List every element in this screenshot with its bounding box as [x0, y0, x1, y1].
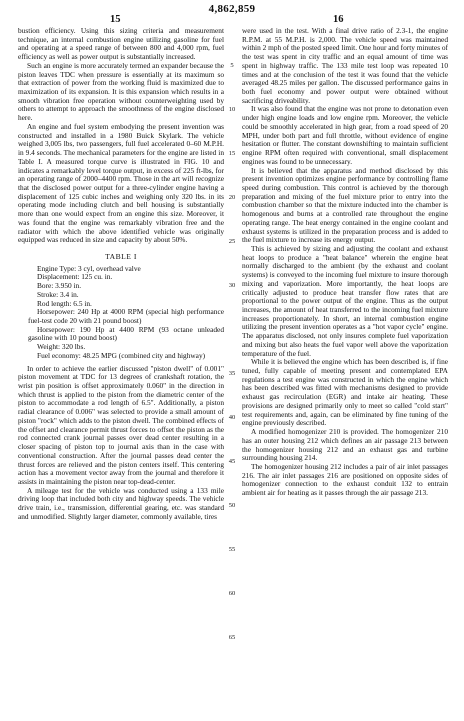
line-number: 60	[228, 590, 236, 597]
table-line: Weight: 320 lbs.	[37, 342, 86, 352]
paragraph: Such an engine is more accurately termed an expander because the piston leaves TDC when pressure is essentially at its maximum so that extraction of power from the working fluid is maximized due to maximization of its expansion. It is this expansion which results in a smooth vibration free operation without counterweighting used by others to attempt to approach the smoothness of the engine disclosed here.	[18, 60, 224, 123]
line-number: 40	[228, 414, 236, 421]
patent-number: 4,862,859	[208, 3, 256, 15]
paragraph: were used in the test. With a final drive ratio of 2.3-1, the engine R.P.M. at 55 M.P.H. is 2,000. The vehicle speed was maintained within 2 mph of the posted speed limit. One hour and forty minutes of the test was spent in city traffic and an equal amount of time was spent in highway traffic. The 133 mile test loop was repeated 10 times and at the conclusion of the test it was found that the vehicle averaged 48.25 miles per gallon. The discussed performance gains in both fuel economy and power output were obtained without sacrificing driveability.	[242, 26, 449, 105]
paragraph: In order to achieve the earlier discussed "piston dwell" of 0.001" piston movement at TDC for 13 degrees of crankshaft rotation, the wrist pin position is offset approximately 0.060" in the direction in which thrust is applied to the piston from the diametric center of the piston to accommodate a rod length of 6.5". Additionally, a piston radial clearance of 0.006" was selected to provide a small amount of piston "rock" which adds to the piston dwell. The combined effects of the offset and clearance permit thrust forces to offset the piston as the rod connected crank journal passes over dead center resulting in a closer spacing of piston top to journal axis than in the case with conventional construction. After the journal passes dead center the thrust forces are relieved and the piston centers itself. This centering action has a movement vector away from the journal and therefore it assists in maintaining the piston near top-dead-center.	[18, 363, 224, 486]
table-line: Bore: 3.950 in.	[37, 281, 82, 291]
line-number: 65	[228, 634, 236, 641]
paragraph: A mileage test for the vehicle was conducted using a 133 mile driving loop that included both city and highway speeds. The vehicle drive train, i.e., transmission, differential gearing, etc. was standard and unmodified. Slightly larger diameter, commonly available, tires	[18, 485, 224, 521]
table-line: Engine Type: 3 cyl, overhead valve	[37, 263, 141, 273]
line-number: 5	[230, 62, 234, 69]
table-title: TABLE I	[105, 251, 137, 261]
line-number: 35	[228, 370, 236, 377]
line-number: 25	[228, 238, 236, 245]
line-number: 30	[228, 282, 236, 289]
left-column-number: 15	[110, 14, 121, 25]
line-number: 50	[228, 502, 236, 509]
paragraph: While it is believed the engine which has been described is, if fine tuned, fully capable of meeting present and contemplated EPA regulations a test engine was constructed in which the engine which has been described was fitted with mechanisms designed to provide exhaust gas recirculation (EGR) and intake air heating. These provisions are designed primarily only to meet so called "cold start" test requirements and, again, can be eliminated by fine tuning of the engine previously described.	[242, 357, 448, 428]
table-line: Stroke: 3.4 in.	[37, 289, 79, 299]
table-line: Horsepower: 240 Hp at 4000 RPM (special high performance fuel-test code 20 with 21 pound boost)	[28, 307, 224, 325]
right-column	[242, 27, 448, 498]
left-column	[18, 27, 224, 522]
table-line: Horsepower: 190 Hp at 4400 RPM (93 octane unleaded gasoline with 10 pound boost)	[28, 324, 224, 343]
line-number: 45	[228, 458, 236, 465]
paragraph: An engine and fuel system embodying the present invention was constructed and installed in a 1980 Buick Skylark. The vehicle weighed 3,005 lbs, two passengers, full fuel accelerated 0–60 M.P.H. in 9.4 seconds. The mechanical parameters for the engine are listed in Table I. A measured torque curve is illustrated in FIG. 10 and indicates a remarkably level torque output, in excess of 225 ft-lbs, for an operating range of 2000–4400 rpm. Those in the art will recognize that the disclosed power output for a three-cylinder engine having a displacement of 125 cubic inches and weighing only 320 lbs. in its operating mode including clutch and bell housing is substantially more than one would expect from an engine this size. Moreover, it was found that the engine was remarkably vibration free and the radiator with which the above identified vehicle was originally equipped was reduced in size and capacity by about 50%.	[18, 121, 224, 245]
paragraph: It is believed that the apparatus and method disclosed by this present invention optimizes engine performance by controlling flame speed during combustion. This control is achieved by the thorough preparation and mixing of the fuel mixture prior to entry into the combustion chamber so that the mixture inducted into the chamber is homogenous and burns at a controlled rate throughout the engine operating range. The heat energy contained in the engine coolant and exhaust systems is utilized in the preparation process and is added to the fuel mixture to increase its energy output.	[242, 165, 448, 245]
paragraph: A modified homogenizer 210 is provided. The homogenizer 210 has an outer housing 212 which defines an air passage 213 between the homogenizer housing 212 and an exhaust gas and turbine surrounding housing 214.	[242, 427, 448, 463]
paragraph: This is achieved by sizing and adjusting the coolant and exhaust heat loops to produce a "heat balance" wherein the engine heat normally discharged to the ambient (by the exhaust and coolant systems) is conveyed to the incoming fuel mixture to insure thorough mixing and vaporization. More importantly, the heat loops are critically adjusted to produce heat transfer flow rates that are proportional to the power output of the engine. Thus as the output increases, the amount of heat transferred to the incoming fuel mixture increases proportionately. In short, an internal combustion engine utilizing the present invention operates as a "hot vapor cycle" engine. The apparatus disclosed, not only insures complete fuel vaporization and mixing but also heats the fuel vapor well above the vaporization temperature of the fuel.	[242, 243, 448, 358]
paragraph: bustion efficiency. Using this sizing criteria and measurement technique, an internal combustion engine utilizing gasoline for fuel and operating at a speed range of between 800 and 4,000 rpm, fuel efficiency as well as power output is substantially increased.	[18, 26, 224, 62]
line-number: 15	[228, 150, 236, 157]
right-column-number: 16	[333, 14, 344, 25]
paragraph: The homogenizer housing 212 includes a pair of air inlet passages 216. The air inlet passages 216 are positioned on opposite sides of homogenizer connection to the exhaust conduit 132 to entrain ambient air for heating as it passes through the air passage 213.	[242, 461, 448, 498]
table-line: Fuel economy: 48.25 MPG (combined city and highway)	[37, 350, 206, 360]
paragraph: It was also found that the engine was not prone to detonation even under high engine loads and low engine rpm. Moreover, the vehicle could be smoothly accelerated in high gear, from a road speed of 20 MPH, under both part and full throttle, without evidence of engine hesitation or flutter. The constant downshifting to maintain sufficient engine RPM often required with conventional, small displacement engines was found to be unnecessary.	[242, 104, 448, 166]
table-line: Displacement: 125 cu. in.	[37, 272, 113, 282]
line-number: 55	[228, 546, 236, 553]
line-number: 10	[228, 106, 236, 113]
line-number: 20	[228, 194, 236, 201]
table-line: Rod length: 6.5 in.	[37, 298, 92, 308]
